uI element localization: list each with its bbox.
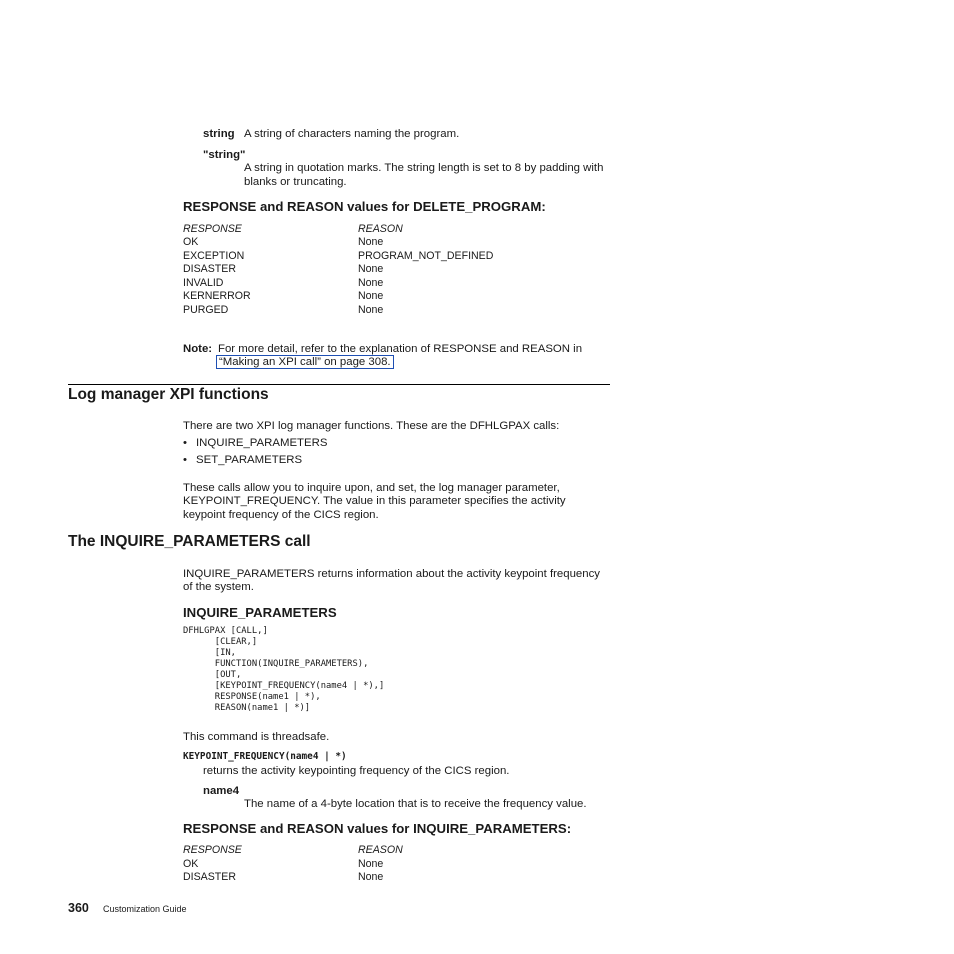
code-line: REASON(name1 | *)]	[183, 703, 311, 713]
def-term-string: string	[203, 128, 235, 140]
section-title-inquire-parameters: The INQUIRE_PARAMETERS call	[68, 533, 311, 550]
def-desc-string: A string of characters naming the program.	[244, 128, 460, 140]
inquire-rr-heading: RESPONSE and REASON values for INQUIRE_PARAMETERS:	[183, 821, 572, 836]
section-title-log-manager: Log manager XPI functions	[68, 386, 269, 403]
code-line: [KEYPOINT_FREQUENCY(name4 | *),]	[183, 681, 385, 691]
col-header-response: RESPONSE	[183, 223, 242, 235]
table-cell-reason: None	[358, 277, 384, 289]
table-cell-response: OK	[183, 236, 199, 248]
note-link-wrapper	[216, 355, 394, 369]
bullet-icon: •	[183, 437, 187, 449]
param-desc-keypoint-frequency: returns the activity keypointing frequency of the CICS region.	[203, 765, 510, 777]
col-header-reason: REASON	[358, 223, 403, 235]
table-cell-response: PURGED	[183, 304, 229, 316]
table-cell-reason: None	[358, 263, 384, 275]
code-line: [OUT,	[183, 670, 242, 680]
def-desc-quoted-line1: A string in quotation marks. The string length is set to 8 by padding with	[244, 162, 604, 174]
log-intro: There are two XPI log manager functions. These are the DFHLGPAX calls:	[183, 420, 560, 432]
code-line: DFHLGPAX [CALL,]	[183, 626, 268, 636]
code-line: FUNCTION(INQUIRE_PARAMETERS),	[183, 659, 369, 669]
note-cross-reference-link[interactable]: “Making an XPI call” on page 308.	[216, 355, 394, 369]
col-header-reason: REASON	[358, 844, 403, 856]
table-cell-response: INVALID	[183, 277, 224, 289]
page-number: 360	[68, 901, 89, 915]
code-line: RESPONSE(name1 | *),	[183, 692, 321, 702]
code-line: [IN,	[183, 648, 236, 658]
table-cell-response: DISASTER	[183, 263, 236, 275]
threadsafe-note: This command is threadsafe.	[183, 731, 330, 743]
code-line: [CLEAR,]	[183, 637, 258, 647]
table-cell-reason: None	[358, 236, 384, 248]
log-para-line2: KEYPOINT_FREQUENCY. The value in this parameter specifies the activity	[183, 495, 566, 507]
def-term-quoted-string: "string"	[203, 149, 246, 161]
param-desc-name4: The name of a 4-byte location that is to receive the frequency value.	[244, 798, 587, 810]
param-term-keypoint-frequency: KEYPOINT_FREQUENCY(name4 | *)	[183, 751, 347, 762]
table-cell-response: DISASTER	[183, 871, 236, 883]
delete-program-rr-heading: RESPONSE and REASON values for DELETE_PROGRAM:	[183, 199, 546, 214]
log-para-line3: keypoint frequency of the CICS region.	[183, 509, 379, 521]
bullet-icon: •	[183, 454, 187, 466]
def-desc-quoted-line2: blanks or truncating.	[244, 176, 347, 188]
param-term-name4: name4	[203, 785, 240, 797]
col-header-response: RESPONSE	[183, 844, 242, 856]
table-cell-reason: None	[358, 304, 384, 316]
table-cell-response: KERNERROR	[183, 290, 251, 302]
note-text: For more detail, refer to the explanation of RESPONSE and REASON in	[218, 343, 583, 355]
inquire-intro-line1: INQUIRE_PARAMETERS returns information about the activity keypoint frequency	[183, 568, 600, 580]
table-cell-response: EXCEPTION	[183, 250, 245, 262]
list-item: SET_PARAMETERS	[196, 454, 303, 466]
table-cell-reason: None	[358, 871, 384, 883]
list-item: INQUIRE_PARAMETERS	[196, 437, 328, 449]
table-cell-reason: PROGRAM_NOT_DEFINED	[358, 250, 494, 262]
table-cell-reason: None	[358, 858, 384, 870]
table-cell-response: OK	[183, 858, 199, 870]
note-label: Note:	[183, 343, 213, 355]
section-divider	[68, 384, 610, 385]
inquire-syntax-heading: INQUIRE_PARAMETERS	[183, 605, 337, 620]
book-title: Customization Guide	[103, 904, 187, 914]
inquire-intro-line2: of the system.	[183, 581, 254, 593]
log-para-line1: These calls allow you to inquire upon, and set, the log manager parameter,	[183, 482, 560, 494]
table-cell-reason: None	[358, 290, 384, 302]
